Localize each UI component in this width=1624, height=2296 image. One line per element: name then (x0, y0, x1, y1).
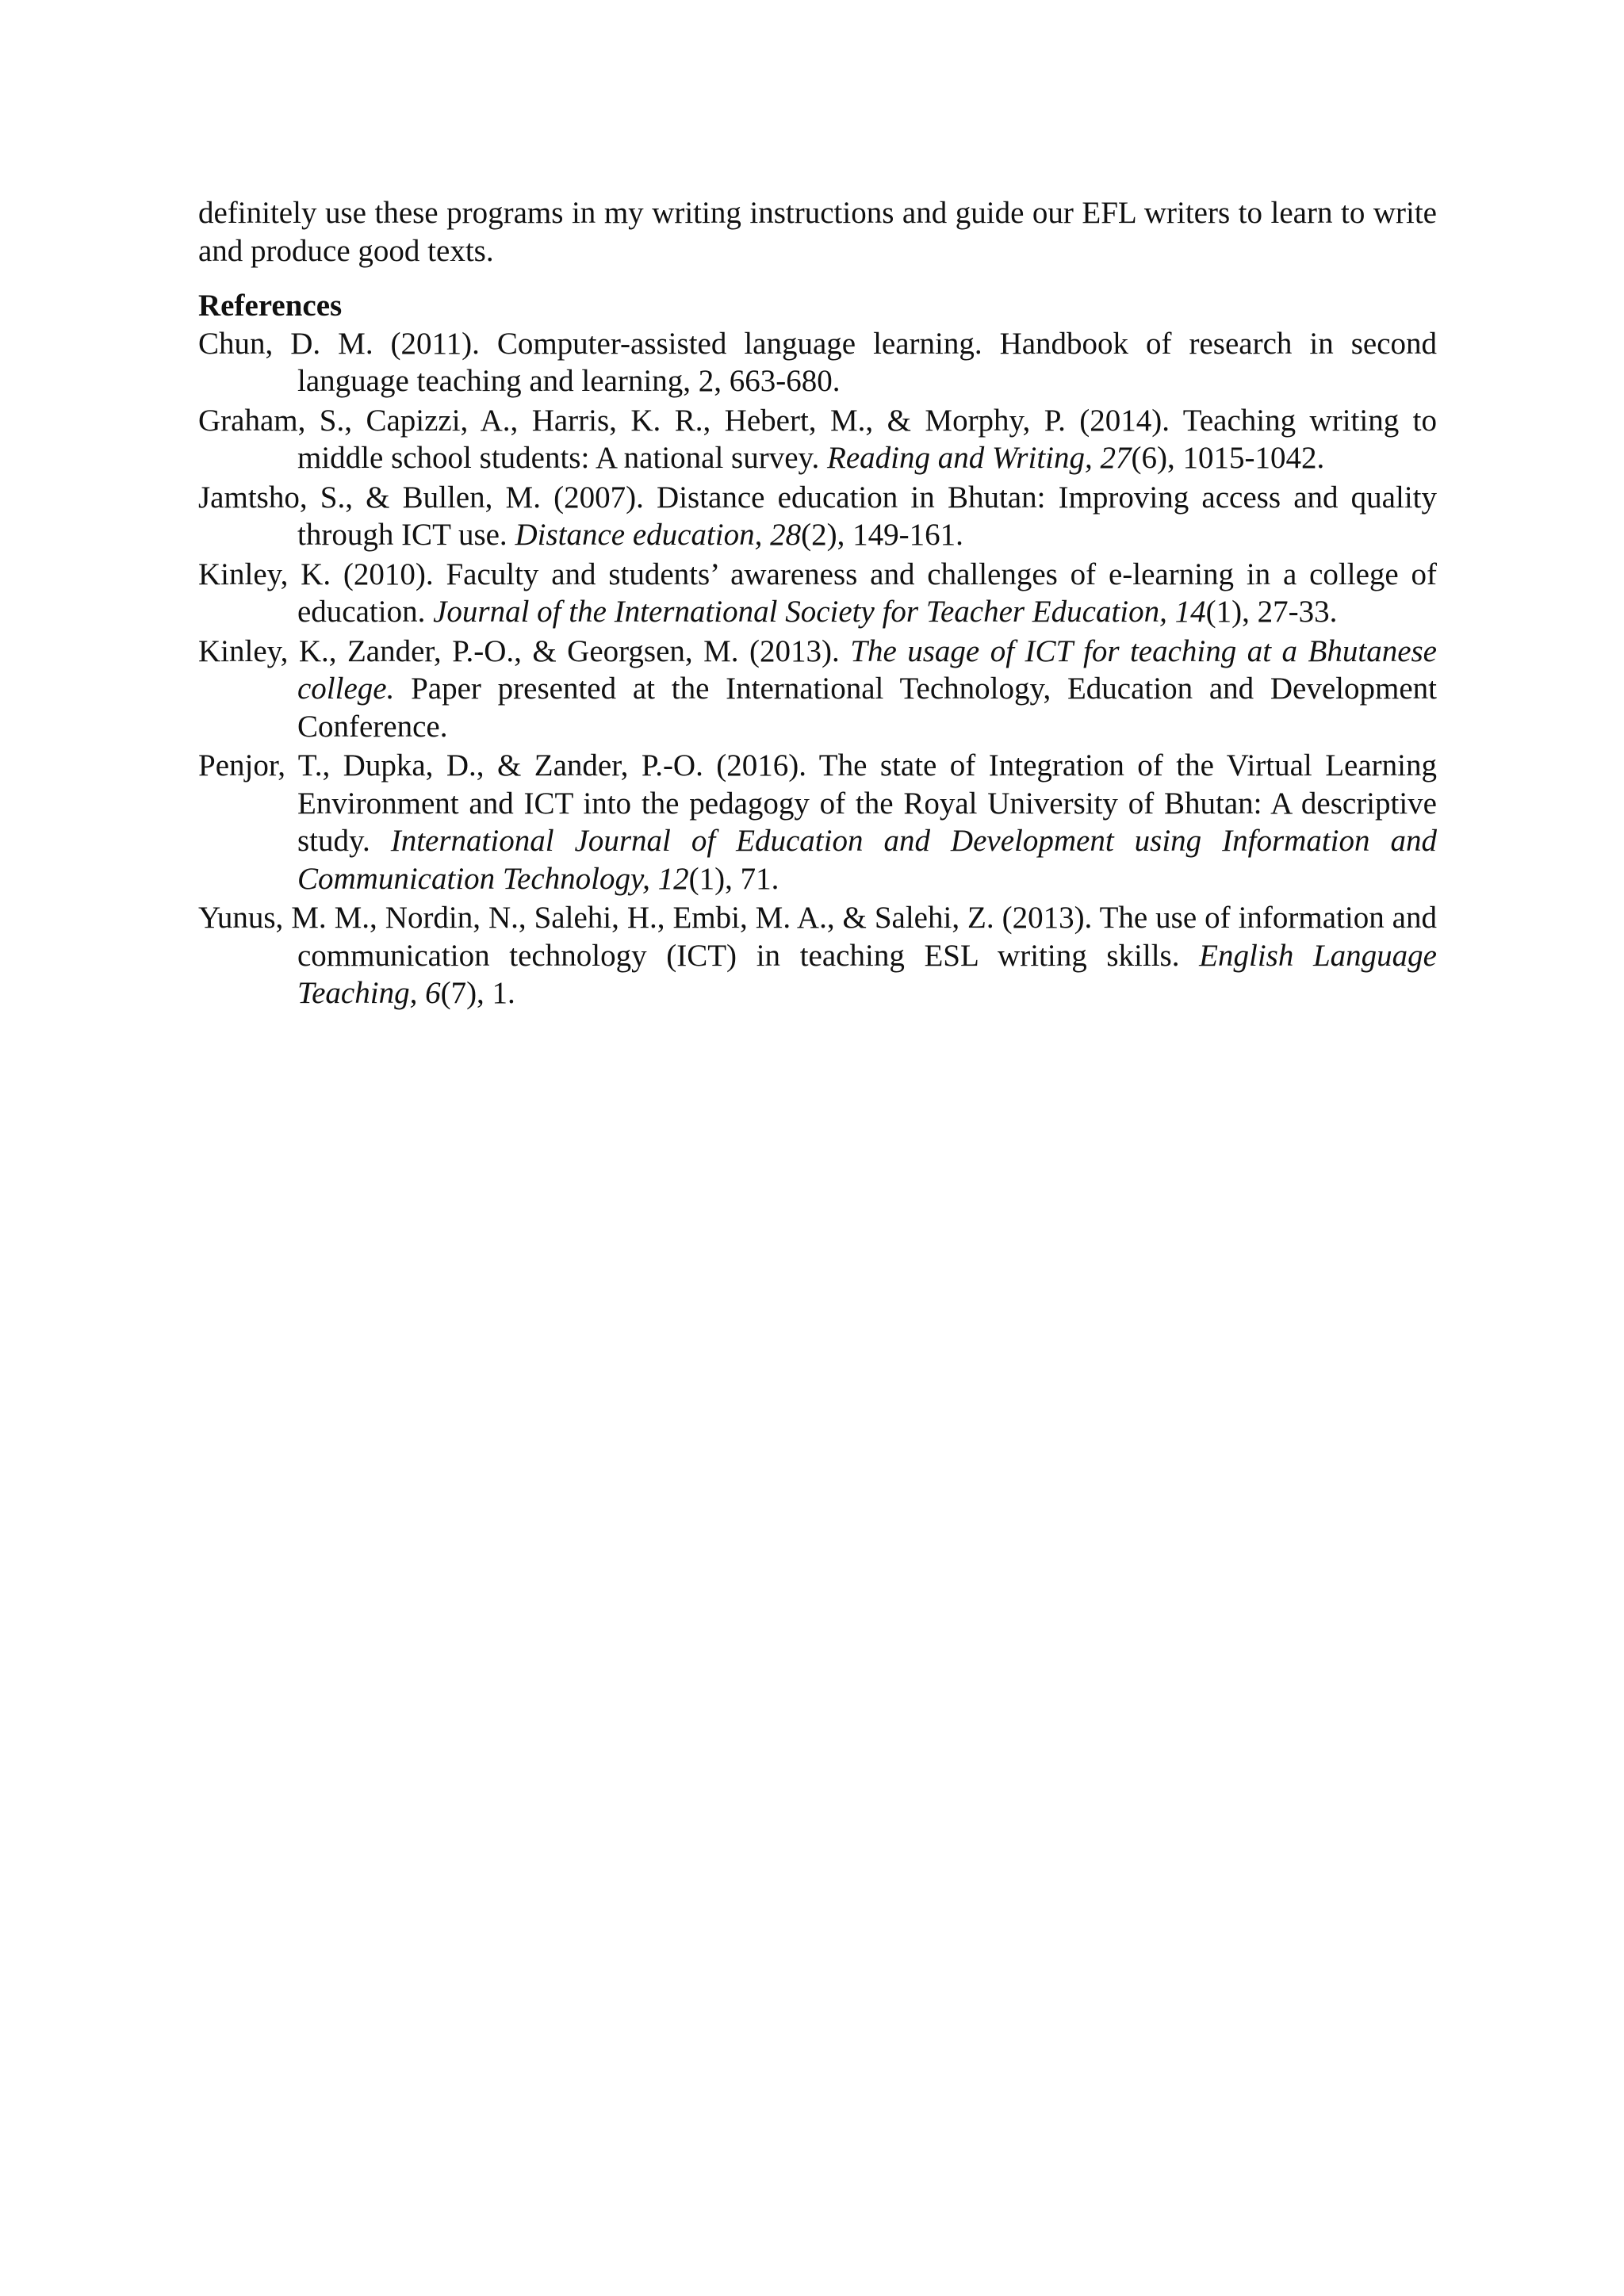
reference-journal: Distance education, (515, 518, 771, 552)
reference-item-penjor (198, 747, 1437, 897)
intro-paragraph: definitely use these programs in my writing instructions and guide our EFL writers to learn to write and produce good texts. (198, 196, 1437, 268)
reference-authors: Kinley, K. (2010). (198, 557, 446, 591)
reference-tail: Paper presented at the International Technology, Education and Development Conference. (297, 672, 1437, 744)
reference-tail: (7), 1. (440, 976, 515, 1010)
reference-item-yunus (198, 899, 1437, 1012)
document-page (198, 194, 1437, 1012)
reference-list (198, 325, 1437, 1012)
reference-volume: 14 (1174, 595, 1206, 629)
reference-journal: English Language Teaching, (297, 938, 1437, 1010)
reference-tail: (1), 71. (688, 861, 779, 896)
reference-tail: (1), 27-33. (1205, 595, 1338, 629)
references-heading: References (198, 289, 343, 323)
reference-authors: Chun, D. M. (2011). (198, 326, 497, 361)
reference-volume: 12 (657, 861, 689, 896)
reference-title: Computer-assisted language learning. Handbook of research in second language teaching and learning, 2, 663-680. (297, 326, 1437, 398)
reference-journal: The usage of ICT for teaching at a Bhutanese college. (297, 633, 1437, 706)
reference-authors: Jamtsho, S., & Bullen, M. (2007). (198, 480, 657, 515)
reference-journal: Reading and Writing, (827, 441, 1101, 475)
reference-authors: Yunus, M. M., Nordin, N., Salehi, H., Embi, M. A., & Salehi, Z. (2013). (198, 901, 1100, 935)
reference-volume: 28 (770, 518, 802, 552)
reference-volume: 27 (1100, 441, 1132, 475)
reference-title: Teaching writing to middle school students: A national survey. (297, 403, 1438, 475)
reference-item-jamtsho (198, 479, 1437, 554)
reference-item-graham (198, 402, 1437, 477)
reference-authors: Graham, S., Capizzi, A., Harris, K. R., Hebert, M., & Morphy, P. (2014). (198, 403, 1183, 438)
reference-item-chun (198, 325, 1437, 400)
reference-item-kinley-2013 (198, 633, 1437, 746)
reference-tail: (6), 1015-1042. (1131, 441, 1325, 475)
reference-title: Distance education in Bhutan: Improving access and quality through ICT use. (297, 480, 1437, 552)
reference-tail: (2), 149-161. (801, 518, 963, 552)
reference-item-kinley-2010 (198, 556, 1437, 631)
reference-journal: International Journal of Education and Development using Information and Communication Technology, (297, 824, 1437, 896)
reference-title: Faculty and students’ awareness and challenges of e-learning in a college of education. (297, 557, 1437, 629)
reference-title: The use of information and communication technology (ICT) in teaching ESL writing skills. (297, 901, 1437, 973)
reference-title: The state of Integration of the Virtual Learning Environment and ICT into the pedagogy of the Royal University of Bhutan: A descriptive study. (297, 748, 1437, 858)
reference-journal: Journal of the International Society for Teacher Education, (433, 595, 1175, 629)
reference-authors: Penjor, T., Dupka, D., & Zander, P.-O. (2016). (198, 748, 819, 783)
reference-authors: Kinley, K., Zander, P.-O., & Georgsen, M. (2013). (198, 633, 851, 668)
reference-volume: 6 (425, 976, 441, 1010)
